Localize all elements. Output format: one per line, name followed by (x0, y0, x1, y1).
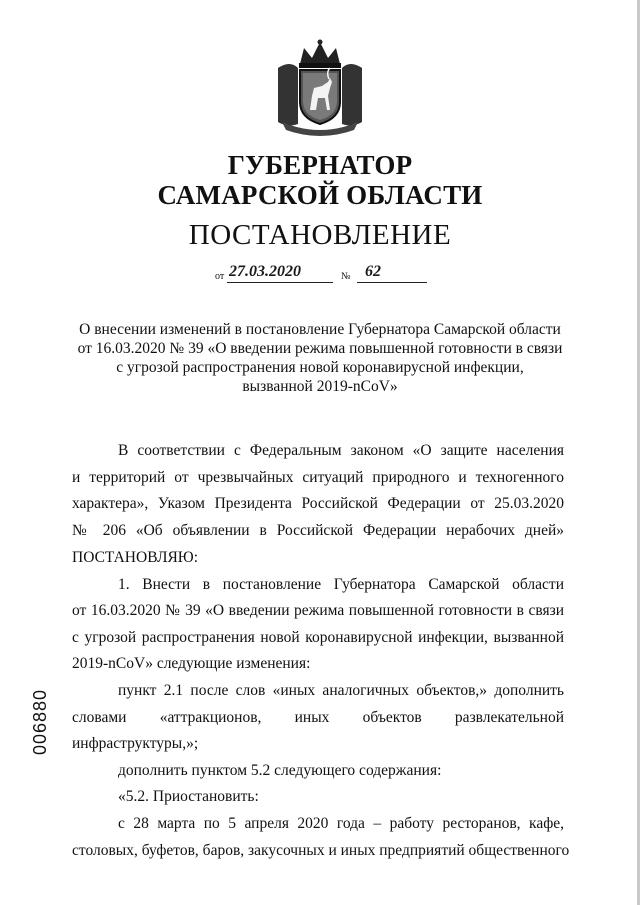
authority-title-line2: САМАРСКОЙ ОБЛАСТИ (157, 180, 483, 210)
side-registration-number: 006880 (30, 688, 50, 755)
body-line: инфраструктуры,»; (72, 735, 199, 752)
date-number-line (215, 263, 445, 285)
document-subject (60, 320, 580, 396)
authority-title-line1: ГУБЕРНАТОР (227, 150, 413, 180)
number-prefix: № (341, 271, 351, 282)
body-line: дополнить пунктом 5.2 следующего содержания: (118, 762, 442, 779)
body-line: столовых, буфетов, баров, закусочных и иных предприятий общественного (72, 842, 570, 859)
document-type-title: ПОСТАНОВЛЕНИЕ (188, 219, 452, 251)
body-line-decree: ПОСТАНОВЛЯЮ: (72, 549, 199, 566)
subject-line: вызванной 2019-nCoV» (242, 378, 398, 395)
body-line: с угрозой распространения новой коронавирусной инфекции, вызванной (72, 629, 564, 646)
subject-line: от 16.03.2020 № 39 «О введении режима повышенной готовности в связи (77, 340, 563, 357)
body-line: характера», Указом Президента Российской Федерации от 25.03.2020 (72, 495, 564, 512)
body-line: В соответствии с Федеральным законом «О защите населения (118, 442, 564, 459)
body-line: пункт 2.1 после слов «иных аналогичных объектов,» дополнить (118, 682, 564, 699)
body-line: 2019-nCoV» следующие изменения: (72, 655, 311, 672)
date-underline (227, 282, 333, 283)
coat-of-arms-emblem (270, 38, 370, 138)
handwritten-number: 62 (365, 263, 381, 280)
body-line: от 16.03.2020 № 39 «О введении режима повышенной готовности в связи (72, 602, 564, 619)
number-underline (357, 282, 427, 283)
handwritten-date: 27.03.2020 (229, 263, 301, 280)
body-line: с 28 марта по 5 апреля 2020 года – работу ресторанов, кафе, (118, 815, 564, 832)
body-line: № 206 «Об объявлении в Российской Федерации нерабочих дней» (72, 522, 564, 539)
body-line: и территорий от чрезвычайных ситуаций природного и техногенного (72, 469, 564, 486)
subject-line: с угрозой распространения новой коронавирусной инфекции, (116, 359, 524, 376)
body-line: словами «аттракционов, иных объектов развлекательной (72, 709, 564, 726)
body-line: 1. Внести в постановление Губернатора Самарской области (118, 576, 564, 593)
date-prefix: от (215, 271, 225, 282)
body-line: «5.2. Приостановить: (118, 788, 259, 805)
subject-line: О внесении изменений в постановление Губернатора Самарской области (79, 321, 561, 338)
